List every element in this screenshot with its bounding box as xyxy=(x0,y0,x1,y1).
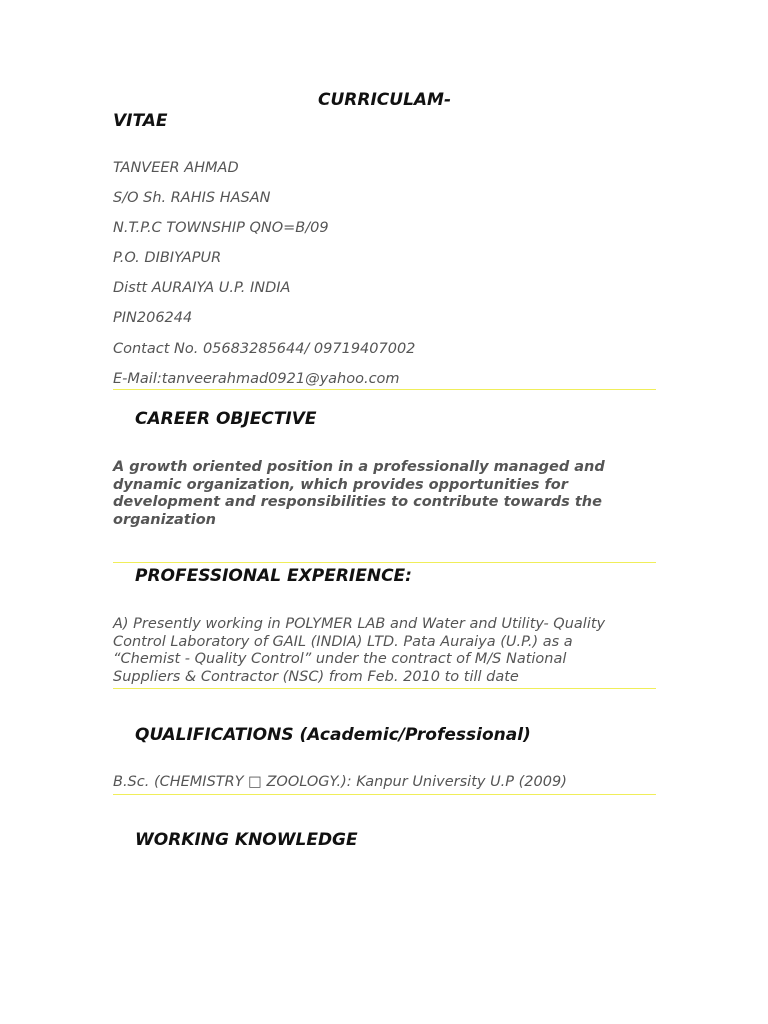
career-objective-line: dynamic organization, which provides opportunities for xyxy=(113,476,568,493)
section-divider xyxy=(113,389,656,390)
qualification-line: B.Sc. (CHEMISTRY □ ZOOLOGY.): Kanpur University U.P (2009) xyxy=(113,774,567,790)
contact-block xyxy=(113,158,415,399)
career-objective-text xyxy=(113,459,656,529)
document-title-line2: VITAE xyxy=(113,111,168,131)
career-objective-line: A growth oriented position in a professionally managed and xyxy=(113,459,605,475)
candidate-name: TANVEER AHMAD xyxy=(113,160,239,176)
experience-line: Suppliers & Contractor (NSC) from Feb. 2010 to till date xyxy=(113,668,519,685)
experience-line: Control Laboratory of GAIL (INDIA) LTD. Pata Auraiya (U.P.) as a xyxy=(113,633,573,650)
address-pin: PIN206244 xyxy=(113,310,193,327)
address-post-office: P.O. DIBIYAPUR xyxy=(113,250,222,267)
working-knowledge-heading: WORKING KNOWLEDGE xyxy=(135,830,358,850)
professional-experience-text xyxy=(113,616,656,686)
section-divider xyxy=(113,794,656,795)
address-township: N.T.P.C TOWNSHIP QNO=B/09 xyxy=(113,220,329,237)
section-divider xyxy=(113,688,656,689)
career-objective-line: development and responsibilities to contribute towards the xyxy=(113,494,602,510)
career-objective-heading: CAREER OBJECTIVE xyxy=(135,409,317,429)
parent-name: S/O Sh. RAHIS HASAN xyxy=(113,190,271,207)
contact-phone: Contact No. 05683285644/ 09719407002 xyxy=(113,340,416,357)
address-district: Distt AURAIYA U.P. INDIA xyxy=(113,280,291,297)
professional-experience-heading: PROFESSIONAL EXPERIENCE: xyxy=(135,566,412,586)
document-title-line1: CURRICULAM- xyxy=(318,90,452,110)
qualifications-heading: QUALIFICATIONS (Academic/Professional) xyxy=(135,725,531,745)
qualifications-text xyxy=(113,774,656,792)
experience-line: A) Presently working in POLYMER LAB and Water and Utility- Quality xyxy=(113,616,606,632)
experience-line: “Chemist - Quality Control” under the contract of M/S National xyxy=(113,651,567,667)
career-objective-line: organization xyxy=(113,511,216,528)
contact-email: E-Mail:tanveerahmad0921@yahoo.com xyxy=(113,370,400,387)
section-divider xyxy=(113,562,656,563)
